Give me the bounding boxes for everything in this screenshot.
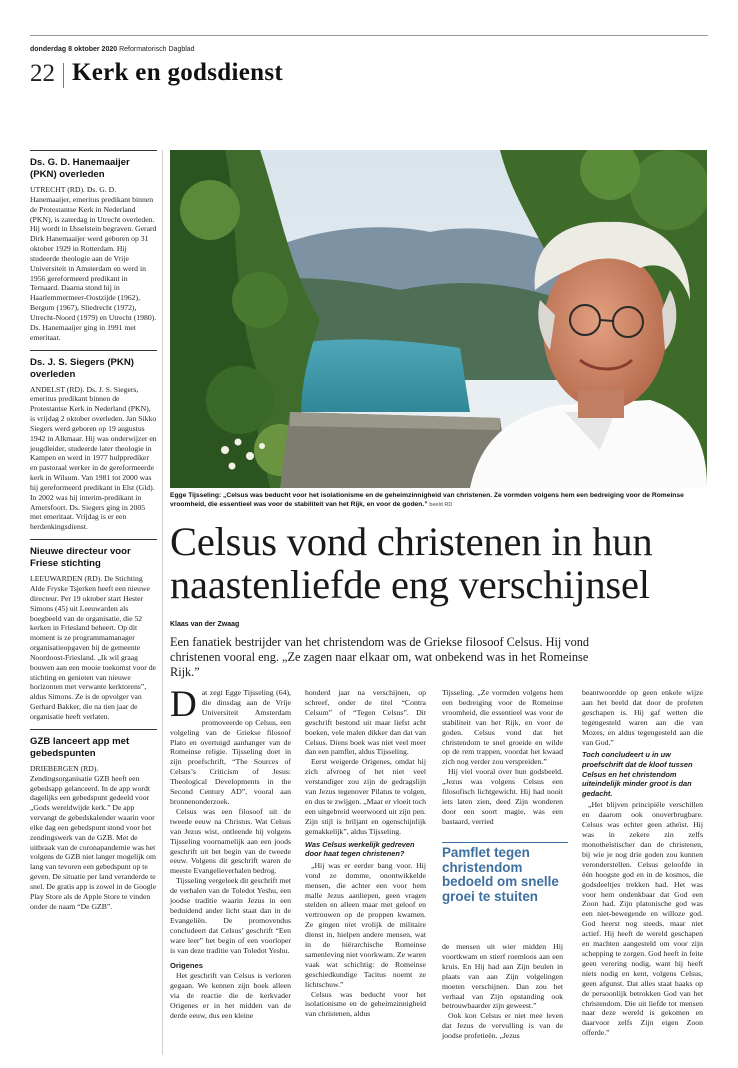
news-body: [30, 185, 157, 343]
article-photo: [170, 150, 707, 488]
paragraph: Celsus was een filosoof uit de tweede eeuw na Christus. Wat Celsus van Jezus wist, ontleende hij volgens Tijsseling voornamelijk aan een joods geschrift uit het begin van de tweede eeuw. Volgens dit geschrift waren de meeste Evangelieverhalen bedrog.: [170, 806, 291, 876]
paragraph: Ook kon Celsus er niet mee leven dat Jezus de vervulling is van de joodse profetieën. „Jezus: [442, 1011, 563, 1041]
paragraph: Eerst weigerde Origenes, omdat hij zich afvroeg of het niet veel verstandiger zou zijn de gedragslijn van Jezus tegenover Pilatus te volgen, en dus te zwijgen. „Maar er vloeit toch een uitgebreid weerwoord uit zijn pen. Zijn stijl is briljant en ogenschijnlijk gemakkelijk”, aldus Tijsseling.: [305, 757, 426, 836]
paragraph: „Het blijven principiële verschillen en daarom ook onoverbrugbare. Celsus was echter geen atheïst. Hij was in zekere zin zelfs monotheïstischer dan de christenen, bij wie je nog drie goden zou kunnen veronderstellen. Celsus geloofde in één hoogste god en in de kosmos, die godsdeeltjes trekken had. Het was voor hem ondenkbaar dat God een Zoon had. Zijn platonische god was een niet-bewegende en willoze god. God heerst nog steeds, maar niet actief. Hij heeft de wereld geschapen en machten aangesteld om voor zijn schepping te zorgen. God heeft in feite geen verering nodig, want hij heeft niets nodig en kent, volgens Celsus, geen afgunst. Dat alles staat haaks op de persoonlijk betrokken God van het christendom. Die uit liefde tot mensen naar deze wereld is gekomen en daarvoor zelfs Zijn eigen Zoon offerde.”: [582, 800, 703, 1038]
article-column-4: [582, 688, 703, 1038]
news-item: [30, 539, 157, 722]
paragraph: honderd jaar na verschijnen, op schreef, onder de titel “Contra Celsum” of “Tegen Celsus”. Dit geschrift bestond uit maar liefst acht boeken, vele malen dikker dan dat van Celsus. Diens boek was niet veel meer dan een pamflet, aldus Tijsseling.: [305, 688, 426, 757]
lead-paragraph: [170, 684, 291, 807]
portrait-lake-photo: [170, 150, 707, 488]
paragraph: „Hij was er eerder bang voor. Hij vond ze domme, onontwikkelde mensen, die achter een voor hem malle Jezus aanliepen, geen vragen stelden en alleen maar met geloof en vertrouwen op de proppen kwamen. Ze gingen niet vrolijk de militaire dienst in, hielpen andere mensen, wat in de hiërarchische Romeinse samenleving niet voorkwam. Ze waren vaak wat schichtig: de Romeinse geschiedkundige Tacitus noemt ze lichtschuw.”: [305, 860, 426, 989]
news-location: UTRECHT (RD).: [30, 185, 85, 194]
article-intro: Een fanatiek bestrijder van het christendom was de Griekse filosoof Celsus. Hij vond christenen vooral eng. „Ze zagen naar elkaar om, wat onbekend was in het Romeinse Rijk.”: [170, 635, 590, 680]
paragraph: Tijsseling. „Ze vormden volgens hem een bedreiging voor de Romeinse vroomheid, die essentieel was voor de stabiliteit van het Rijk, en voor de goden. Celsus vond dat het christendom te snel groeide en wilde op de rem trappen, voordat het kwaad zich nog verder zou verspreiden.”: [442, 688, 563, 767]
sidebar-divider: [162, 150, 163, 1055]
news-body: [30, 764, 157, 912]
section-title: Kerk en godsdienst: [72, 59, 283, 86]
news-location: ANDELST (RD).: [30, 384, 85, 394]
lead-text: at zegt Egge Tijsseling (64), die dinsdag aan de Vrije Universiteit Amsterdam promoveerde op Celsus, een volgeling van de Griekse filosoof Plato en overtuigd aanhanger van de Romeinse religie. Tijsseling doet in zijn proefschrift, “The Sources of Celsus’s Criticism of Jesus: Theological Developments in the Second Century AD”, vooral aan bronnenonderzoek.: [170, 688, 291, 806]
paragraph: Tijsseling vergeleek dit geschrift met de verhalen van de Toledot Yeshu, een joodse traditie waarin Jezus in een beduidend ander licht staat dan in de Evangeliën. De promovendus concludeert dat Celsus’ geschrift “Een ware leer” het begin of een voorloper is van deze traditie van Toledot Yeshu.: [170, 876, 291, 955]
drop-cap: D: [170, 684, 197, 725]
top-rule: [30, 35, 708, 36]
paragraph: Celsus was beducht voor het isolationisme en de geheimzinnigheid van christenen, aldus: [305, 989, 426, 1019]
news-text: Zendingsorganisatie GZB heeft een gebedsapp gelanceerd. In de app wordt dagelijks een gebedspunt gedeeld voor „Gods wereldwijde kerk.” De app vervangt de gebedskalender waarin voor elke dag een gebedspunt stond voor het zendingswerk van de GZB. Met de uitbraak van de coronapandemie was het volgens de GZB niet langer mogelijk om lang van tevoren een gebedspunt op te geven. De situatie per land veranderde te snel. De gratis app is zowel in de Google Play Store als de Apple Store te vinden onder de naam “De GZB”.: [30, 773, 157, 911]
page-divider: [63, 63, 64, 88]
news-body: [30, 574, 157, 722]
news-item: [30, 729, 157, 912]
caption-name: Egge Tijsseling:: [170, 492, 222, 499]
news-location: DRIEBERGEN (RD).: [30, 763, 99, 773]
news-body: [30, 385, 157, 533]
article-byline: Klaas van der Zwaag: [170, 621, 240, 628]
news-text: De Stichting Alde Fryske Tsjerken heeft een nieuwe directeur. Per 19 oktober start Hester Simons (45) uit Leeuwarden als boegbeeld van de organisatie, die 52 kerken in Friesland beheert. Op dit moment is ze programmamanager organisatieopgaven bij de gemeente Noordoost-Friesland. „Ik wil graag bouwen aan een mooie toekomst voor de stichting en genieten van nieuwe horizonten met verwante kerktorens”, aldus Simons. Ze is de opvolger van Gerhard Bakker, die na tien jaar de organisatie heeft verlaten.: [30, 574, 156, 721]
article-column-2: [305, 688, 426, 1019]
news-headline: Ds. J. S. Siegers (PKN) overleden: [30, 356, 134, 380]
paper-name: Reformatorisch Dagblad: [119, 46, 195, 53]
news-item: [30, 350, 157, 533]
news-text: Ds. J. S. Siegers, emeritus predikant binnen de Protestantse Kerk in Nederland (PKN), is vrijdag 2 oktober overleden. Jan Sikko Siegers werd geboren op 19 augustus 1942 in Alkmaar. Hij was onderwijzer en jeugdleider, studeerde later theologie in Kampen en werd in 1977 hulpprediker en pastoraal werker in de gereformeerde kerk in Wilsum. Van 1981 tot 2000 was hij gereformeerd predikant in Elst (Gld). In 2002 was hij interim-predikant in Amersfoort. Ds. Siegers ging in 2005 met emeritaat. Vrijdag is er een herdenkingsdienst.: [30, 384, 157, 532]
paragraph: de mensen uit wier midden Hij voortkwam en stierf roemloos aan een kruis. En Hij had aan Zijn beulen in plaats van aan Zijn volgelingen moeten verschijnen. Dan zou het verhaal van Zijn opstanding ook betrouwbaarder zijn geweest.”: [442, 942, 563, 1011]
photo-credit: beeld RD: [429, 502, 453, 508]
news-headline: GZB lanceert app met gebedspunten: [30, 735, 130, 759]
pull-quote: Pamflet tegen christendom bedoeld om snelle groei te stuiten: [442, 842, 568, 904]
subheading: Origenes: [170, 961, 203, 971]
issue-date: donderdag 8 oktober 2020: [30, 46, 118, 53]
photo-caption: [170, 491, 707, 510]
news-headline: Ds. G. D. Hanemaaijer (PKN) overleden: [30, 157, 130, 180]
article-headline: Celsus vond christenen in hun naastenliefde eng verschijnsel: [170, 519, 653, 607]
sidebar-news: [30, 150, 157, 918]
article-column-3: [442, 688, 563, 827]
article-column-1: [170, 684, 291, 1021]
page-number: 22: [30, 60, 55, 87]
article-column-3-continued: [442, 942, 563, 1041]
dateline: [30, 46, 195, 53]
news-headline: Nieuwe directeur voor Friese stichting: [30, 546, 131, 570]
paragraph: beantwoordde op geen enkele wijze aan het beeld dat door de profeten geschapen is. Hij gaf wetten die tegengesteld waren aan die van Mozes, en aldus tegengesteld aan die van God.”: [582, 688, 703, 747]
interview-question: Was Celsus werkelijk gedreven door haat tegen christenen?: [305, 839, 415, 859]
news-location: LEEUWARDEN (RD).: [30, 574, 103, 584]
paragraph: Hij viel vooral over hun godsbeeld. „Jezus was volgens Celsus een filosofisch lichtgewicht. Hij had nooit iets laten zien, deed Zijn wonderen door een soort magie, was een bastaard, verried: [442, 767, 563, 826]
caption-text: „Celsus was beducht voor het isolationisme en de geheimzinnigheid van christenen. Ze vormden volgens hem een bedreiging voor de Romeinse vroomheid, die essentieel was voor de stabiliteit van het Rijk, en voor de goden.”: [170, 492, 684, 508]
paragraph: Het geschrift van Celsus is verloren gegaan. We kennen zijn boek alleen via de reactie die de kerkvader Origenes er in het midden van de derde eeuw, dus een kleine: [170, 971, 291, 1020]
news-item: [30, 150, 157, 343]
interview-question: Toch concludeert u in uw proefschrift dat de kloof tussen Celsus en het christendom uiteindelijk minder groot is dan gedacht.: [582, 750, 693, 798]
news-text: Ds. G. D. Hanemaaijer, emeritus predikant binnen de Protestantse Kerk in Nederland (PKN), is zaterdag in Utrecht overleden. Hij wordt in IJsselstein begraven. Gerard Dirk Hanemaaijer werd geboren op 31 oktober 1929 in Rotterdam. Hij studeerde theologie aan de Vrije Universiteit in Amsterdam en werd in 1956 gereformeerd predikant in Ternaard. Daarna stond hij in Haarlemmermeer-Oostzijde (1962), Bergum (1967), Sliedrecht (1972), Utrecht-Noord (1979) en Utrecht (1980). Ds. Hanemaaijer ging in 1991 met emeritaat.: [30, 185, 157, 342]
